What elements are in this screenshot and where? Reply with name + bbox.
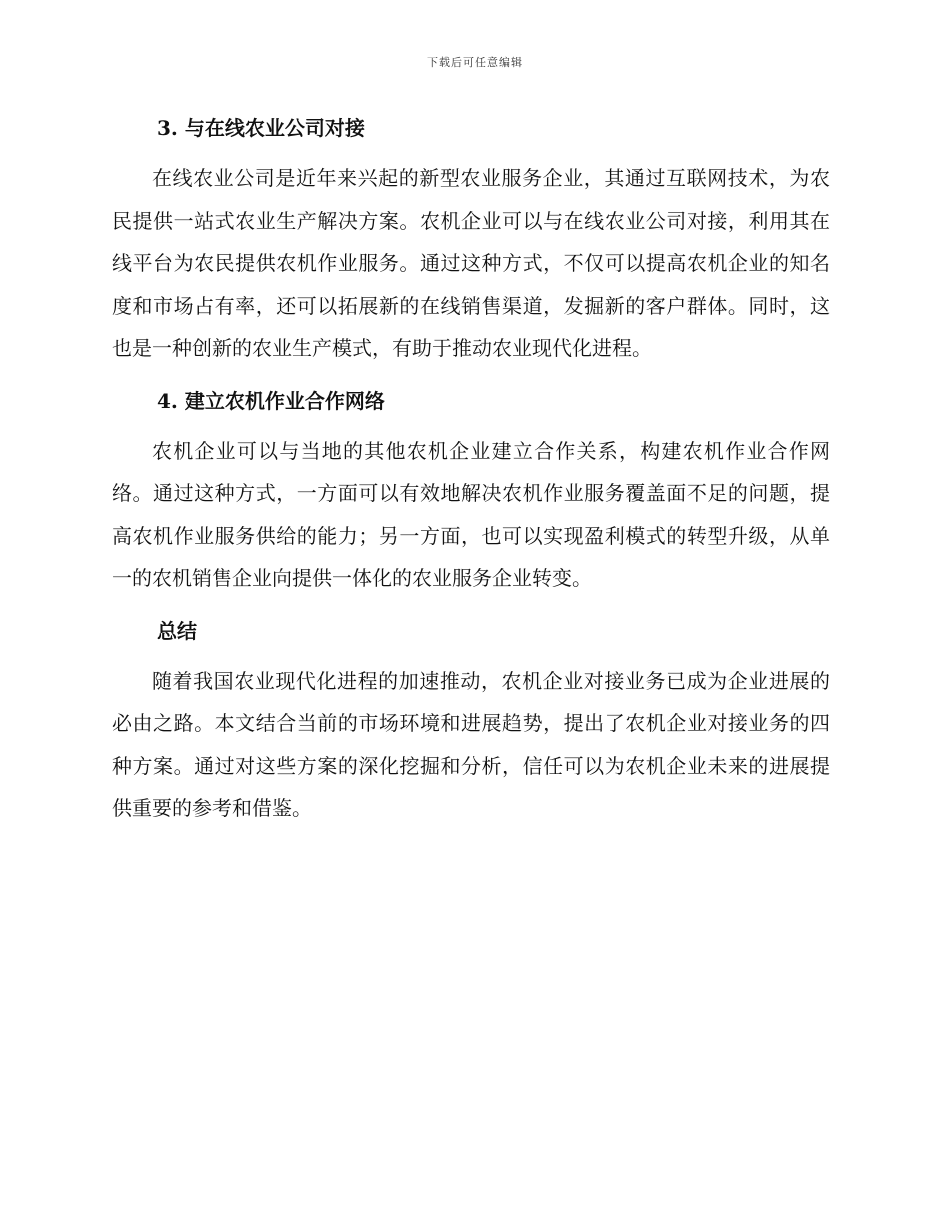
document-body [112, 108, 830, 830]
section-paragraph-summary: 随着我国农业现代化进程的加速推动，农机企业对接业务已成为企业进展的必由之路。本文结合当前的市场环境和进展趋势，提出了农机企业对接业务的四种方案。通过对这些方案的深化挖掘和分析，信任可以为农机企业未来的进展提供重要的参考和借鉴。 [112, 668, 830, 820]
header-note: 下载后可任意编辑 [427, 56, 523, 69]
section-heading-summary: 总结 [157, 618, 197, 643]
section-paragraph-online-agri: 在线农业公司是近年来兴起的新型农业服务企业，其通过互联网技术，为农民提供一站式农业生产解决方案。农机企业可以与在线农业公司对接，利用其在线平台为农民提供农机作业服务。通过这种方式，不仅可以提高农机企业的知名度和市场占有率，还可以拓展新的在线销售渠道，发掘新的客户群体。同时，这也是一种创新的农业生产模式，有助于推动农业现代化进程。 [112, 166, 830, 360]
section-heading-coop-network: 4. 建立农机作业合作网络 [157, 388, 385, 413]
section-paragraph-coop-network: 农机企业可以与当地的其他农机企业建立合作关系，构建农机作业合作网络。通过这种方式，一方面可以有效地解决农机作业服务覆盖面不足的问题，提高农机作业服务供给的能力；另一方面，也可以实现盈利模式的转型升级，从单一的农机销售企业向提供一体化的农业服务企业转变。 [112, 438, 830, 590]
section-heading-online-agri: 3. 与在线农业公司对接 [157, 116, 365, 140]
